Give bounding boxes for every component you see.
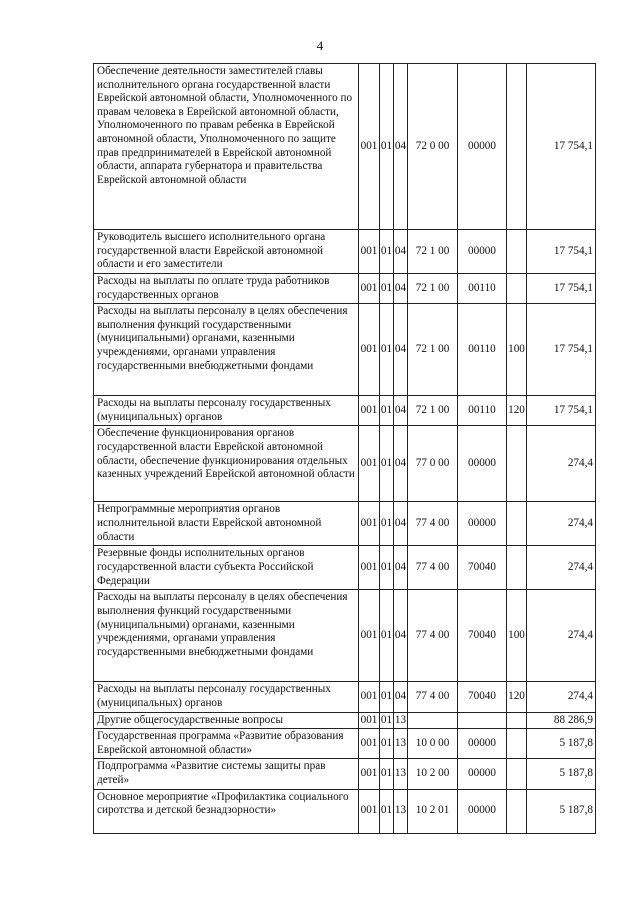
ministry-code: 001 (359, 230, 380, 274)
subsection-code: 13 (394, 729, 408, 759)
direction-code: 00110 (458, 274, 507, 304)
table-row (94, 759, 596, 789)
table-row (94, 789, 596, 833)
ministry-code: 001 (359, 759, 380, 789)
section-code: 01 (380, 426, 394, 502)
amount-value: 274,4 (527, 426, 596, 502)
section-code: 01 (380, 396, 394, 426)
row-name: Государственная программа «Развитие образования Еврейской автономной области» (94, 729, 359, 759)
ministry-code: 001 (359, 64, 380, 230)
amount-value: 274,4 (527, 590, 596, 682)
row-name: Расходы на выплаты персоналу государственных (муниципальных) органов (94, 396, 359, 426)
expense-type-code: 100 (507, 590, 527, 682)
subsection-code: 04 (394, 64, 408, 230)
program-code: 72 1 00 (408, 230, 458, 274)
direction-code: 00110 (458, 304, 507, 396)
subsection-code: 04 (394, 396, 408, 426)
direction-code: 70040 (458, 590, 507, 682)
program-code: 72 1 00 (408, 274, 458, 304)
direction-code: 00000 (458, 502, 507, 546)
subsection-code: 04 (394, 590, 408, 682)
program-code: 77 4 00 (408, 502, 458, 546)
direction-code: 00000 (458, 729, 507, 759)
row-name: Основное мероприятие «Профилактика социального сиротства и детской безнадзорности» (94, 789, 359, 833)
ministry-code: 001 (359, 304, 380, 396)
amount-value: 5 187,8 (527, 789, 596, 833)
ministry-code: 001 (359, 396, 380, 426)
row-name: Обеспечение функционирования органов государственной власти Еврейской автономной области, обеспечение функционирования отдельных казенных учреждений Еврейской автономной области (94, 426, 359, 502)
direction-code: 70040 (458, 546, 507, 590)
subsection-code: 13 (394, 712, 408, 729)
table-row (94, 274, 596, 304)
section-code: 01 (380, 546, 394, 590)
table-row (94, 682, 596, 712)
expense-type-code (507, 274, 527, 304)
expense-type-code (507, 502, 527, 546)
program-code: 10 2 01 (408, 789, 458, 833)
section-code: 01 (380, 712, 394, 729)
subsection-code: 04 (394, 682, 408, 712)
ministry-code: 001 (359, 426, 380, 502)
program-code: 72 1 00 (408, 396, 458, 426)
table-row (94, 230, 596, 274)
direction-code: 00000 (458, 230, 507, 274)
amount-value: 17 754,1 (527, 304, 596, 396)
section-code: 01 (380, 759, 394, 789)
amount-value: 17 754,1 (527, 396, 596, 426)
subsection-code: 13 (394, 759, 408, 789)
subsection-code: 04 (394, 304, 408, 396)
direction-code (458, 712, 507, 729)
program-code: 77 4 00 (408, 546, 458, 590)
expense-type-code: 100 (507, 304, 527, 396)
section-code: 01 (380, 64, 394, 230)
subsection-code: 04 (394, 502, 408, 546)
page-number: 4 (316, 38, 324, 53)
program-code: 77 4 00 (408, 682, 458, 712)
amount-value: 17 754,1 (527, 64, 596, 230)
ministry-code: 001 (359, 274, 380, 304)
ministry-code: 001 (359, 682, 380, 712)
amount-value: 88 286,9 (527, 712, 596, 729)
expense-type-code (507, 64, 527, 230)
row-name: Расходы на выплаты по оплате труда работников государственных органов (94, 274, 359, 304)
row-name: Обеспечение деятельности заместителей главы исполнительного органа государственной власти Еврейской автономной области, Уполномоченного по правам человека в Еврейской автономной области, Уполномоченного по правам ребенка в Еврейской автономной области, Уполномоченного по защите прав предпринимателей в Еврейской автономной области, аппарата губернатора и правительства Еврейской автономной области (94, 64, 359, 230)
table-row (94, 546, 596, 590)
expense-type-code (507, 759, 527, 789)
subsection-code: 13 (394, 789, 408, 833)
table-row (94, 502, 596, 546)
program-code: 10 2 00 (408, 759, 458, 789)
row-name: Непрограммные мероприятия органов исполнительной власти Еврейской автономной области (94, 502, 359, 546)
amount-value: 274,4 (527, 682, 596, 712)
section-code: 01 (380, 274, 394, 304)
ministry-code: 001 (359, 712, 380, 729)
amount-value: 17 754,1 (527, 274, 596, 304)
expense-type-code (507, 546, 527, 590)
section-code: 01 (380, 502, 394, 546)
program-code: 77 0 00 (408, 426, 458, 502)
ministry-code: 001 (359, 729, 380, 759)
direction-code: 00110 (458, 396, 507, 426)
expense-type-code (507, 230, 527, 274)
program-code: 77 4 00 (408, 590, 458, 682)
table-row (94, 396, 596, 426)
direction-code: 00000 (458, 759, 507, 789)
program-code: 72 1 00 (408, 304, 458, 396)
ministry-code: 001 (359, 590, 380, 682)
expense-type-code (507, 729, 527, 759)
section-code: 01 (380, 304, 394, 396)
subsection-code: 04 (394, 230, 408, 274)
section-code: 01 (380, 789, 394, 833)
direction-code: 70040 (458, 682, 507, 712)
budget-table (93, 63, 596, 834)
row-name: Руководитель высшего исполнительного органа государственной власти Еврейской автономной области и его заместители (94, 230, 359, 274)
program-code (408, 712, 458, 729)
program-code: 72 0 00 (408, 64, 458, 230)
table-row (94, 426, 596, 502)
section-code: 01 (380, 729, 394, 759)
table-row (94, 64, 596, 230)
section-code: 01 (380, 590, 394, 682)
expense-type-code (507, 712, 527, 729)
direction-code: 00000 (458, 789, 507, 833)
amount-value: 17 754,1 (527, 230, 596, 274)
row-name: Расходы на выплаты персоналу государственных (муниципальных) органов (94, 682, 359, 712)
row-name: Другие общегосударственные вопросы (94, 712, 359, 729)
expense-type-code: 120 (507, 682, 527, 712)
direction-code: 00000 (458, 426, 507, 502)
section-code: 01 (380, 230, 394, 274)
amount-value: 274,4 (527, 502, 596, 546)
row-name: Подпрограмма «Развитие системы защиты прав детей» (94, 759, 359, 789)
section-code: 01 (380, 682, 394, 712)
table-row (94, 729, 596, 759)
amount-value: 5 187,8 (527, 729, 596, 759)
subsection-code: 04 (394, 426, 408, 502)
expense-type-code (507, 789, 527, 833)
program-code: 10 0 00 (408, 729, 458, 759)
table-row (94, 712, 596, 729)
row-name: Расходы на выплаты персоналу в целях обеспечения выполнения функций государственными (муниципальными) органами, казенными учреждениями, органами управления государственными внебюджетными фондами (94, 304, 359, 396)
ministry-code: 001 (359, 502, 380, 546)
amount-value: 5 187,8 (527, 759, 596, 789)
row-name: Резервные фонды исполнительных органов государственной власти субъекта Российской Федерации (94, 546, 359, 590)
table-row (94, 590, 596, 682)
expense-type-code (507, 426, 527, 502)
expense-type-code: 120 (507, 396, 527, 426)
table-row (94, 304, 596, 396)
subsection-code: 04 (394, 546, 408, 590)
subsection-code: 04 (394, 274, 408, 304)
ministry-code: 001 (359, 789, 380, 833)
direction-code: 00000 (458, 64, 507, 230)
amount-value: 274,4 (527, 546, 596, 590)
ministry-code: 001 (359, 546, 380, 590)
row-name: Расходы на выплаты персоналу в целях обеспечения выполнения функций государственными (муниципальными) органами, казенными учреждениями, органами управления государственными внебюджетными фондами (94, 590, 359, 682)
budget-table-body (94, 64, 596, 834)
